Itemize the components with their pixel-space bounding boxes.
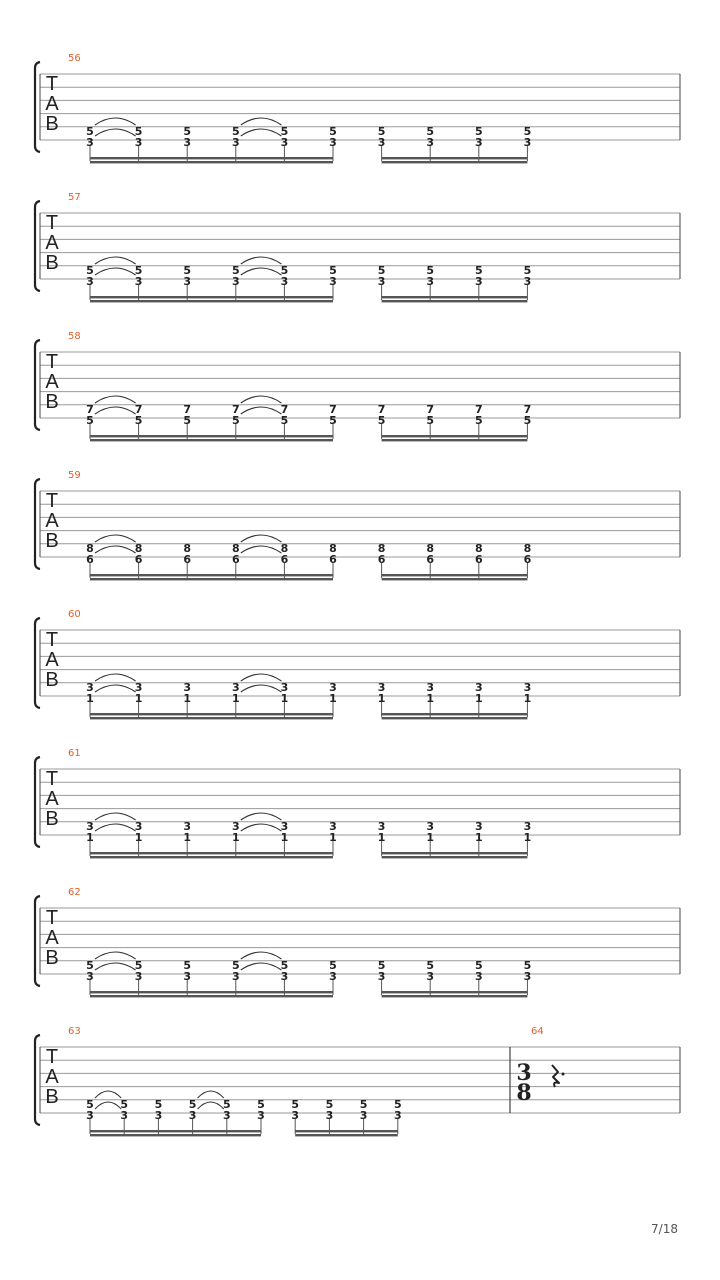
fret-number: 6 bbox=[523, 553, 532, 566]
fret-number: 5 bbox=[280, 414, 289, 427]
fret-number: 1 bbox=[426, 831, 435, 844]
tab-clef-letter: T bbox=[45, 490, 59, 512]
tab-clef-letter: T bbox=[45, 629, 59, 651]
fret-number: 5 bbox=[188, 1098, 197, 1111]
rest-dot bbox=[562, 1073, 565, 1076]
beam bbox=[382, 574, 528, 576]
beam bbox=[90, 435, 333, 437]
fret-number: 7 bbox=[134, 403, 143, 416]
fret-number: 1 bbox=[86, 692, 94, 705]
beam bbox=[382, 578, 528, 580]
beam bbox=[382, 157, 528, 159]
fret-number: 3 bbox=[523, 970, 532, 983]
fret-number: 5 bbox=[120, 1098, 129, 1111]
beam bbox=[90, 856, 333, 858]
system-bracket bbox=[35, 896, 40, 986]
tab-clef-letter: A bbox=[45, 232, 59, 254]
fret-number: 3 bbox=[280, 820, 289, 833]
fret-number: 6 bbox=[280, 553, 289, 566]
fret-number: 3 bbox=[280, 275, 289, 288]
beam bbox=[382, 717, 528, 719]
fret-number: 3 bbox=[134, 820, 143, 833]
fret-number: 3 bbox=[426, 681, 435, 694]
fret-number: 3 bbox=[329, 136, 337, 149]
system-bracket bbox=[35, 479, 40, 569]
fret-number: 7 bbox=[231, 403, 240, 416]
fret-number: 5 bbox=[523, 414, 532, 427]
fret-number: 1 bbox=[86, 831, 94, 844]
tab-clef-letter: T bbox=[45, 212, 59, 234]
fret-number: 8 bbox=[231, 542, 240, 555]
system-bracket bbox=[35, 340, 40, 430]
fret-number: 1 bbox=[134, 831, 143, 844]
fret-number: 7 bbox=[86, 403, 94, 416]
tab-clef-letter: A bbox=[45, 371, 59, 393]
fret-number: 3 bbox=[426, 820, 435, 833]
fret-number: 5 bbox=[86, 1098, 94, 1111]
fret-number: 3 bbox=[257, 1109, 265, 1122]
fret-number: 5 bbox=[231, 959, 240, 972]
fret-number: 5 bbox=[474, 264, 483, 277]
fret-number: 3 bbox=[291, 1109, 300, 1122]
tab-clef-letter: A bbox=[45, 510, 59, 532]
fret-number: 3 bbox=[474, 275, 483, 288]
tie-arc bbox=[95, 1102, 121, 1109]
beam bbox=[90, 717, 333, 719]
tie-arc bbox=[95, 268, 136, 275]
tie-arc bbox=[95, 963, 136, 970]
measure-number: 58 bbox=[68, 331, 81, 342]
fret-number: 5 bbox=[426, 264, 435, 277]
beam bbox=[295, 1130, 398, 1132]
fret-number: 3 bbox=[134, 681, 143, 694]
fret-number: 5 bbox=[86, 264, 94, 277]
fret-number: 3 bbox=[359, 1109, 368, 1122]
fret-number: 5 bbox=[329, 264, 337, 277]
beam bbox=[90, 161, 333, 163]
tie-arc bbox=[241, 546, 282, 553]
fret-number: 7 bbox=[474, 403, 483, 416]
fret-number: 3 bbox=[377, 136, 386, 149]
beam bbox=[382, 300, 528, 302]
fret-number: 3 bbox=[231, 820, 240, 833]
beam bbox=[382, 296, 528, 298]
beam bbox=[90, 439, 333, 441]
fret-number: 5 bbox=[183, 264, 192, 277]
fret-number: 3 bbox=[86, 970, 94, 983]
system-bracket bbox=[35, 201, 40, 291]
fret-number: 7 bbox=[426, 403, 435, 416]
measure-number: 57 bbox=[68, 192, 81, 203]
fret-number: 3 bbox=[377, 681, 386, 694]
fret-number: 7 bbox=[280, 403, 289, 416]
fret-number: 5 bbox=[183, 125, 192, 138]
fret-number: 3 bbox=[183, 681, 192, 694]
tab-clef-letter: A bbox=[45, 649, 59, 671]
measure-number: 62 bbox=[68, 887, 81, 898]
fret-number: 1 bbox=[523, 831, 532, 844]
tab-clef-letter: B bbox=[45, 252, 59, 274]
beam bbox=[90, 713, 333, 715]
beam bbox=[382, 852, 528, 854]
tie-arc bbox=[241, 824, 282, 831]
tie-arc bbox=[95, 407, 136, 414]
tie-arc bbox=[95, 674, 136, 681]
tie-arc bbox=[241, 257, 282, 264]
fret-number: 8 bbox=[86, 542, 94, 555]
tab-clef-letter: T bbox=[45, 351, 59, 373]
fret-number: 3 bbox=[134, 970, 143, 983]
fret-number: 5 bbox=[426, 414, 435, 427]
fret-number: 3 bbox=[426, 275, 435, 288]
fret-number: 3 bbox=[329, 820, 337, 833]
fret-number: 8 bbox=[183, 542, 192, 555]
measure-number: 60 bbox=[68, 609, 81, 620]
fret-number: 1 bbox=[231, 831, 240, 844]
fret-number: 1 bbox=[280, 692, 289, 705]
tie-arc bbox=[241, 407, 282, 414]
fret-number: 3 bbox=[231, 681, 240, 694]
beam bbox=[90, 300, 333, 302]
time-signature-denominator: 8 bbox=[516, 1080, 532, 1106]
fret-number: 1 bbox=[474, 692, 483, 705]
fret-number: 7 bbox=[377, 403, 386, 416]
fret-number: 3 bbox=[154, 1109, 163, 1122]
fret-number: 3 bbox=[280, 681, 289, 694]
measure-number: 63 bbox=[68, 1026, 81, 1037]
tab-clef-letter: A bbox=[45, 93, 59, 115]
fret-number: 3 bbox=[183, 970, 192, 983]
beam bbox=[382, 435, 528, 437]
fret-number: 8 bbox=[280, 542, 289, 555]
fret-number: 5 bbox=[134, 959, 143, 972]
tab-clef-letter: B bbox=[45, 113, 59, 135]
tie-arc bbox=[198, 1102, 224, 1109]
fret-number: 5 bbox=[134, 125, 143, 138]
beam bbox=[90, 1130, 261, 1132]
fret-number: 5 bbox=[474, 414, 483, 427]
fret-number: 3 bbox=[329, 681, 337, 694]
fret-number: 1 bbox=[426, 692, 435, 705]
fret-number: 8 bbox=[377, 542, 386, 555]
fret-number: 5 bbox=[231, 264, 240, 277]
beam bbox=[90, 995, 333, 997]
fret-number: 5 bbox=[377, 125, 386, 138]
fret-number: 3 bbox=[393, 1109, 402, 1122]
beam bbox=[382, 991, 528, 993]
tab-clef-letter: T bbox=[45, 768, 59, 790]
fret-number: 5 bbox=[523, 264, 532, 277]
fret-number: 3 bbox=[134, 275, 143, 288]
beam bbox=[382, 856, 528, 858]
fret-number: 3 bbox=[474, 681, 483, 694]
tie-arc bbox=[198, 1091, 224, 1098]
fret-number: 1 bbox=[377, 831, 386, 844]
fret-number: 3 bbox=[474, 820, 483, 833]
fret-number: 5 bbox=[86, 959, 94, 972]
tie-arc bbox=[95, 685, 136, 692]
fret-number: 1 bbox=[377, 692, 386, 705]
fret-number: 3 bbox=[86, 136, 94, 149]
beam bbox=[90, 574, 333, 576]
fret-number: 3 bbox=[523, 820, 532, 833]
system-bracket bbox=[35, 757, 40, 847]
fret-number: 8 bbox=[329, 542, 337, 555]
fret-number: 1 bbox=[183, 831, 192, 844]
fret-number: 8 bbox=[474, 542, 483, 555]
tab-clef-letter: B bbox=[45, 1086, 59, 1108]
fret-number: 1 bbox=[134, 692, 143, 705]
fret-number: 3 bbox=[329, 275, 337, 288]
tab-clef-letter: A bbox=[45, 1066, 59, 1088]
fret-number: 5 bbox=[257, 1098, 265, 1111]
fret-number: 5 bbox=[474, 959, 483, 972]
measure-number: 59 bbox=[68, 470, 81, 481]
fret-number: 3 bbox=[222, 1109, 231, 1122]
fret-number: 5 bbox=[377, 264, 386, 277]
time-signature-numerator: 3 bbox=[516, 1060, 532, 1086]
page-number: 7/18 bbox=[651, 1222, 678, 1236]
tab-clef-letter: B bbox=[45, 391, 59, 413]
system-bracket bbox=[35, 1035, 40, 1125]
beam bbox=[90, 296, 333, 298]
fret-number: 3 bbox=[523, 136, 532, 149]
fret-number: 8 bbox=[426, 542, 435, 555]
tie-arc bbox=[241, 129, 282, 136]
fret-number: 5 bbox=[377, 959, 386, 972]
beam bbox=[382, 995, 528, 997]
tie-arc bbox=[95, 546, 136, 553]
fret-number: 7 bbox=[523, 403, 532, 416]
fret-number: 8 bbox=[134, 542, 143, 555]
tie-arc bbox=[241, 685, 282, 692]
fret-number: 3 bbox=[86, 275, 94, 288]
measure-number: 61 bbox=[68, 748, 81, 759]
fret-number: 6 bbox=[474, 553, 483, 566]
tab-clef-letter: B bbox=[45, 530, 59, 552]
fret-number: 3 bbox=[377, 275, 386, 288]
fret-number: 1 bbox=[329, 831, 337, 844]
fret-number: 5 bbox=[359, 1098, 368, 1111]
beam bbox=[382, 713, 528, 715]
fret-number: 3 bbox=[523, 681, 532, 694]
rest-symbol bbox=[552, 1065, 559, 1087]
fret-number: 3 bbox=[231, 275, 240, 288]
fret-number: 5 bbox=[325, 1098, 334, 1111]
tab-clef-letter: T bbox=[45, 73, 59, 95]
fret-number: 5 bbox=[231, 125, 240, 138]
fret-number: 3 bbox=[329, 970, 337, 983]
beam bbox=[382, 161, 528, 163]
fret-number: 5 bbox=[134, 414, 143, 427]
tie-arc bbox=[95, 813, 136, 820]
fret-number: 3 bbox=[183, 275, 192, 288]
tab-clef-letter: A bbox=[45, 788, 59, 810]
fret-number: 1 bbox=[329, 692, 337, 705]
fret-number: 3 bbox=[86, 820, 94, 833]
fret-number: 5 bbox=[222, 1098, 231, 1111]
fret-number: 3 bbox=[426, 136, 435, 149]
fret-number: 5 bbox=[426, 125, 435, 138]
measure-number: 56 bbox=[68, 53, 81, 64]
fret-number: 5 bbox=[154, 1098, 163, 1111]
fret-number: 3 bbox=[183, 136, 192, 149]
fret-number: 6 bbox=[426, 553, 435, 566]
tab-clef-letter: B bbox=[45, 947, 59, 969]
fret-number: 1 bbox=[280, 831, 289, 844]
fret-number: 5 bbox=[280, 264, 289, 277]
tie-arc bbox=[241, 963, 282, 970]
tie-arc bbox=[241, 535, 282, 542]
tab-clef-letter: A bbox=[45, 927, 59, 949]
fret-number: 6 bbox=[329, 553, 337, 566]
fret-number: 5 bbox=[86, 414, 94, 427]
tie-arc bbox=[95, 257, 136, 264]
tie-arc bbox=[95, 118, 136, 125]
fret-number: 1 bbox=[474, 831, 483, 844]
fret-number: 3 bbox=[86, 1109, 94, 1122]
system-bracket bbox=[35, 618, 40, 708]
fret-number: 3 bbox=[474, 970, 483, 983]
fret-number: 5 bbox=[523, 959, 532, 972]
tab-clef-letter: T bbox=[45, 907, 59, 929]
fret-number: 5 bbox=[231, 414, 240, 427]
fret-number: 5 bbox=[291, 1098, 300, 1111]
fret-number: 5 bbox=[426, 959, 435, 972]
tie-arc bbox=[241, 952, 282, 959]
beam bbox=[90, 1134, 261, 1136]
fret-number: 5 bbox=[183, 414, 192, 427]
fret-number: 3 bbox=[280, 970, 289, 983]
fret-number: 3 bbox=[188, 1109, 197, 1122]
beam bbox=[90, 578, 333, 580]
fret-number: 6 bbox=[231, 553, 240, 566]
fret-number: 3 bbox=[523, 275, 532, 288]
fret-number: 5 bbox=[329, 959, 337, 972]
fret-number: 7 bbox=[183, 403, 192, 416]
fret-number: 3 bbox=[231, 136, 240, 149]
fret-number: 3 bbox=[231, 970, 240, 983]
fret-number: 7 bbox=[329, 403, 337, 416]
tie-arc bbox=[241, 813, 282, 820]
measure-number: 64 bbox=[531, 1026, 544, 1037]
tie-arc bbox=[95, 952, 136, 959]
tie-arc bbox=[95, 824, 136, 831]
fret-number: 5 bbox=[523, 125, 532, 138]
fret-number: 5 bbox=[86, 125, 94, 138]
fret-number: 6 bbox=[134, 553, 143, 566]
beam bbox=[90, 157, 333, 159]
fret-number: 3 bbox=[120, 1109, 129, 1122]
system-bracket bbox=[35, 62, 40, 152]
fret-number: 5 bbox=[329, 125, 337, 138]
fret-number: 3 bbox=[134, 136, 143, 149]
fret-number: 5 bbox=[134, 264, 143, 277]
tie-arc bbox=[95, 1091, 121, 1098]
fret-number: 3 bbox=[325, 1109, 334, 1122]
fret-number: 3 bbox=[474, 136, 483, 149]
fret-number: 5 bbox=[377, 414, 386, 427]
tie-arc bbox=[241, 118, 282, 125]
fret-number: 6 bbox=[377, 553, 386, 566]
fret-number: 1 bbox=[523, 692, 532, 705]
tie-arc bbox=[241, 396, 282, 403]
fret-number: 5 bbox=[280, 959, 289, 972]
beam bbox=[90, 852, 333, 854]
fret-number: 1 bbox=[231, 692, 240, 705]
tie-arc bbox=[95, 129, 136, 136]
fret-number: 3 bbox=[280, 136, 289, 149]
fret-number: 1 bbox=[183, 692, 192, 705]
fret-number: 3 bbox=[377, 820, 386, 833]
beam bbox=[295, 1134, 398, 1136]
fret-number: 6 bbox=[183, 553, 192, 566]
fret-number: 8 bbox=[523, 542, 532, 555]
beam bbox=[382, 439, 528, 441]
fret-number: 5 bbox=[280, 125, 289, 138]
beam bbox=[90, 991, 333, 993]
fret-number: 3 bbox=[183, 820, 192, 833]
tie-arc bbox=[241, 674, 282, 681]
tab-clef-letter: T bbox=[45, 1046, 59, 1068]
fret-number: 3 bbox=[86, 681, 94, 694]
tab-clef-letter: B bbox=[45, 808, 59, 830]
fret-number: 5 bbox=[183, 959, 192, 972]
fret-number: 6 bbox=[86, 553, 94, 566]
tie-arc bbox=[95, 535, 136, 542]
fret-number: 3 bbox=[426, 970, 435, 983]
tie-arc bbox=[95, 396, 136, 403]
fret-number: 5 bbox=[393, 1098, 402, 1111]
tab-clef-letter: B bbox=[45, 669, 59, 691]
fret-number: 5 bbox=[474, 125, 483, 138]
fret-number: 5 bbox=[329, 414, 337, 427]
tie-arc bbox=[241, 268, 282, 275]
fret-number: 3 bbox=[377, 970, 386, 983]
